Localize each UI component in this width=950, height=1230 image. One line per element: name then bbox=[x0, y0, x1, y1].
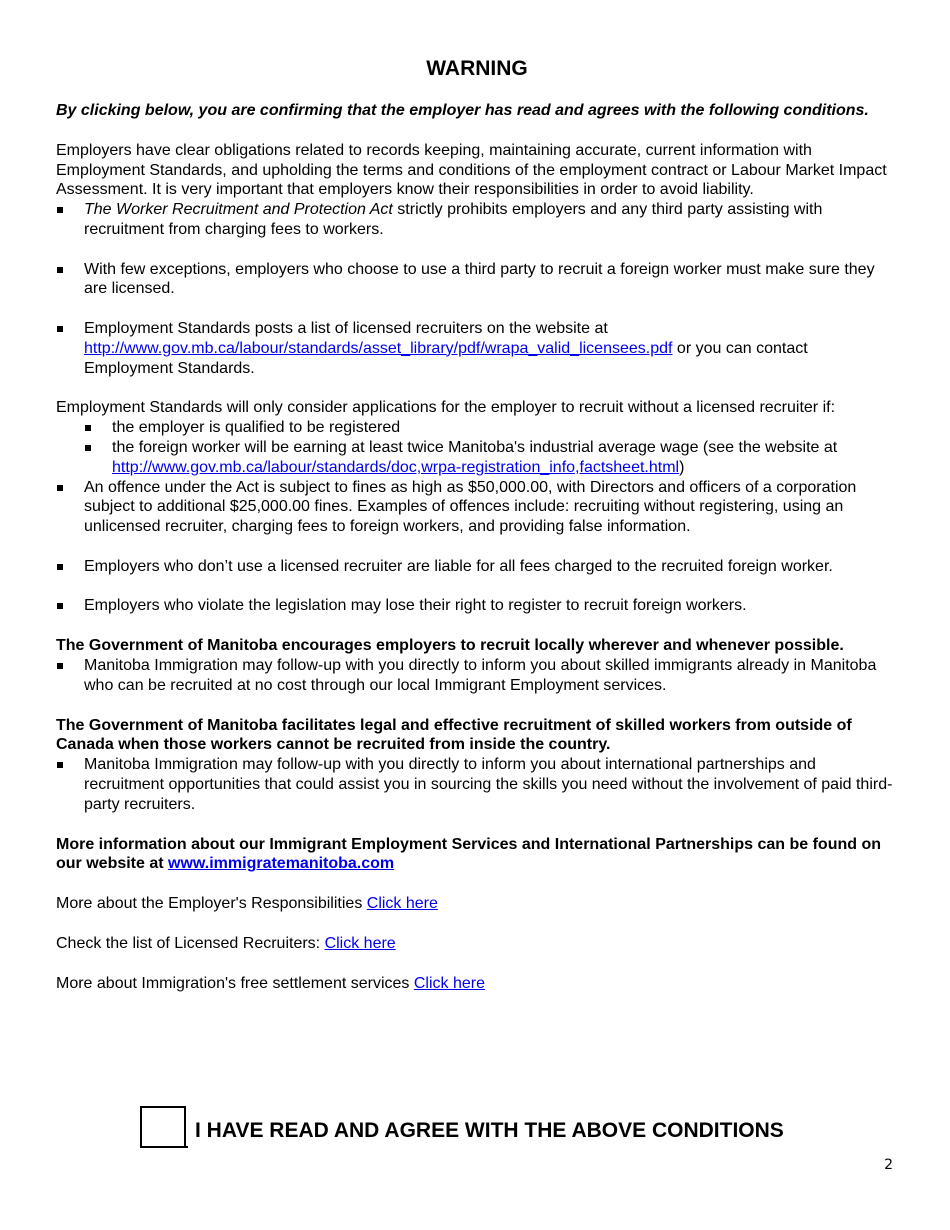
more-info-text: More information about our Immigrant Employment Services and International Partnerships can be found on our website at bbox=[56, 835, 881, 873]
list-item bbox=[56, 319, 898, 378]
agree-checkbox-wrapper bbox=[140, 1106, 188, 1148]
list-item bbox=[84, 438, 898, 478]
list-item: the employer is qualified to be registered bbox=[84, 418, 898, 438]
licensed-list-suffix: or you can contact Employment Standards. bbox=[84, 339, 808, 377]
list-item: Employers who violate the legislation may lose their right to register to recruit foreign workers. bbox=[56, 596, 898, 616]
list-item: With few exceptions, employers who choose to use a third party to recruit a foreign worker must make sure they are licensed. bbox=[56, 260, 898, 300]
recruit-locally-heading: The Government of Manitoba encourages employers to recruit locally wherever and whenever possible. bbox=[56, 637, 844, 655]
wage-condition-suffix: ) bbox=[679, 458, 685, 476]
recruit-locally-list bbox=[56, 656, 898, 696]
factsheet-link[interactable]: http://www.gov.mb.ca/labour/standards/doc,wrpa-registration_info,factsheet.html bbox=[112, 458, 680, 476]
prohibitions-list bbox=[56, 200, 898, 378]
list-item bbox=[56, 200, 898, 240]
list-item: Manitoba Immigration may follow-up with you directly to inform you about skilled immigrants already in Manitoba who can be recruited at no cost through our local Immigrant Employment services. bbox=[56, 656, 898, 696]
settlement-services-text: More about Immigration's free settlement services bbox=[56, 974, 414, 992]
offences-list bbox=[56, 478, 898, 617]
obligations-paragraph: Employers have clear obligations related to records keeping, maintaining accurate, current information with Employment Standards, and upholding the terms and conditions of the employment contract or Labour Market Impact Assessment. It is very important that employers know their responsibilities in order to avoid liability. bbox=[56, 141, 887, 199]
act-name: The Worker Recruitment and Protection Act bbox=[84, 201, 393, 219]
agree-checkbox[interactable] bbox=[140, 1106, 186, 1146]
responsibilities-text: More about the Employer's Responsibilities bbox=[56, 895, 367, 913]
applications-intro: Employment Standards will only consider applications for the employer to recruit without a licensed recruiter if: bbox=[56, 399, 836, 417]
act-text: strictly prohibits employers and any third party assisting with recruitment from charging fees to workers. bbox=[84, 201, 823, 238]
recruit-outside-heading: The Government of Manitoba facilitates legal and effective recruitment of skilled workers from outside of Canada when those workers cannot be recruited from inside the country. bbox=[56, 716, 852, 754]
licensed-recruiters-click-link[interactable]: Click here bbox=[324, 934, 396, 952]
licensed-list-text: Employment Standards posts a list of licensed recruiters on the website at bbox=[84, 319, 608, 337]
wage-condition-text: the foreign worker will be earning at least twice Manitoba's industrial average wage (see the website at bbox=[112, 438, 838, 456]
responsibilities-link[interactable]: Click here bbox=[366, 895, 438, 913]
recruit-outside-list bbox=[56, 755, 898, 814]
confirm-intro: By clicking below, you are confirming that the employer has read and agrees with the following conditions. bbox=[56, 102, 869, 119]
applications-conditions-list bbox=[84, 418, 898, 477]
list-item: An offence under the Act is subject to fines as high as $50,000.00, with Directors and officers of a corporation subject to additional $25,000.00 fines. Examples of offences include: recruiting without registering, using an unlicensed recruiter, charging fees to foreign workers, and providing false information. bbox=[56, 478, 898, 537]
page-title: WARNING bbox=[426, 57, 528, 80]
list-item: Employers who don’t use a licensed recruiter are liable for all fees charged to the recruited foreign worker. bbox=[56, 557, 898, 577]
licensed-recruiters-link[interactable]: http://www.gov.mb.ca/labour/standards/asset_library/pdf/wrapa_valid_licensees.pdf bbox=[84, 339, 673, 357]
licensed-recruiters-line bbox=[56, 934, 898, 954]
settlement-services-link[interactable]: Click here bbox=[413, 974, 485, 992]
agree-label: I HAVE READ AND AGREE WITH THE ABOVE CONDITIONS bbox=[195, 1119, 784, 1142]
responsibilities-line bbox=[56, 894, 898, 914]
more-info-paragraph bbox=[56, 835, 898, 875]
licensed-recruiters-text: Check the list of Licensed Recruiters: bbox=[56, 934, 325, 952]
immigrate-manitoba-link[interactable]: www.immigratemanitoba.com bbox=[168, 855, 395, 873]
settlement-services-line bbox=[56, 974, 898, 994]
agreement-row bbox=[140, 1106, 784, 1148]
document-body bbox=[56, 56, 898, 993]
list-item: Manitoba Immigration may follow-up with you directly to inform you about international partnerships and recruitment opportunities that could assist you in sourcing the skills you need without the involvement of paid third-party recruiters. bbox=[56, 755, 898, 814]
page-number: 2 bbox=[884, 1157, 893, 1173]
